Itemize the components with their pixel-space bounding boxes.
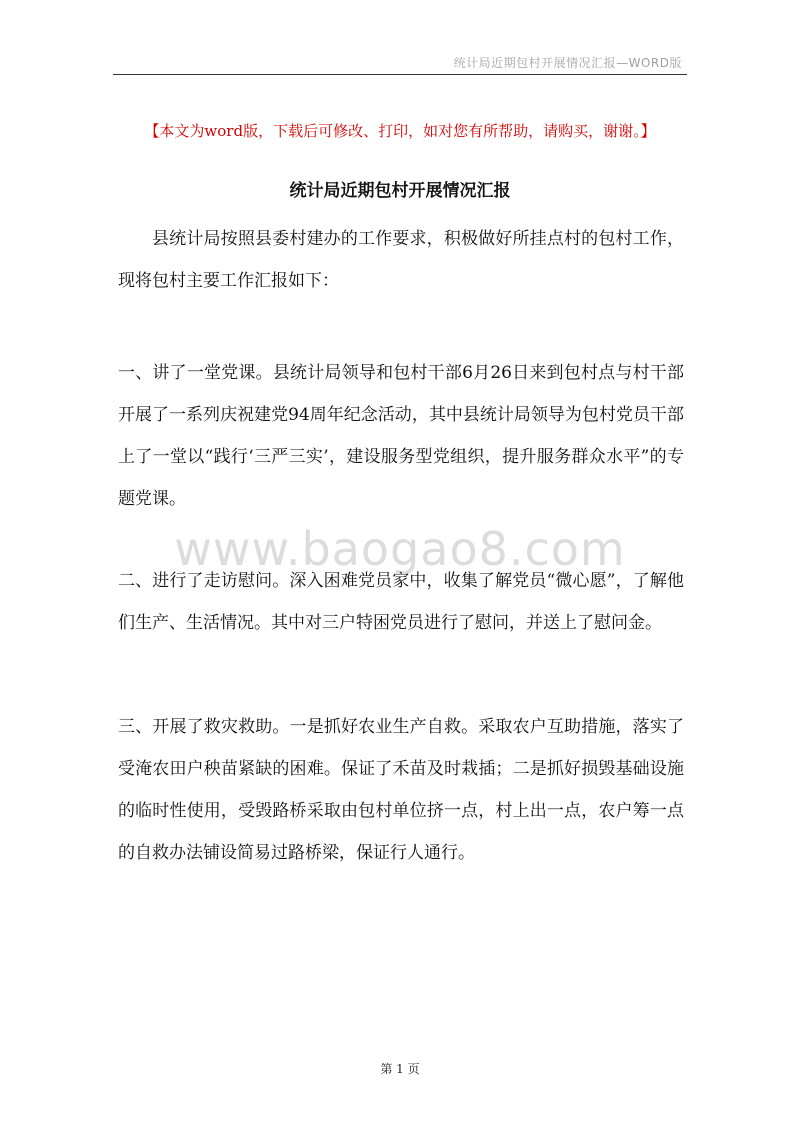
header-divider [113, 74, 687, 75]
section-1-paragraph: 一、讲了一堂党课。县统计局领导和包村干部6月26日来到包村点与村干部开展了一系列庆祝建党94周年纪念活动，其中县统计局领导为包村党员干部上了一堂以“践行‘三严三实’，建设服务型党组织，提升服务群众水平”的专题党课。 [118, 363, 684, 509]
running-header: 统计局近期包村开展情况汇报—WORD版 [453, 56, 682, 70]
page-number: 第 1 页 [380, 1062, 420, 1076]
section-2-paragraph: 二、进行了走访慰问。深入困难党员家中，收集了解党员“微心愿”，了解他们生产、生活情况。其中对三户特困党员进行了慰问，并送上了慰问金。 [118, 571, 684, 633]
document-title: 统计局近期包村开展情况汇报 [289, 181, 511, 201]
section-3-paragraph: 三、开展了救灾救助。一是抓好农业生产自救。采取农户互助措施，落实了受淹农田户秧苗紧缺的困难。保证了禾苗及时栽插；二是抓好损毁基础设施的临时性使用，受毁路桥采取由包村单位挤一点，村上出一点，农户筹一点的自救办法铺设简易过路桥梁，保证行人通行。 [118, 717, 684, 863]
intro-paragraph: 县统计局按照县委村建办的工作要求，积极做好所挂点村的包村工作，现将包村主要工作汇报如下： [118, 229, 684, 291]
purchase-notice: 【本文为word版，下载后可修改、打印，如对您有所帮助，请购买，谢谢。】 [144, 122, 656, 140]
watermark: www.baogao8.com [174, 522, 626, 576]
